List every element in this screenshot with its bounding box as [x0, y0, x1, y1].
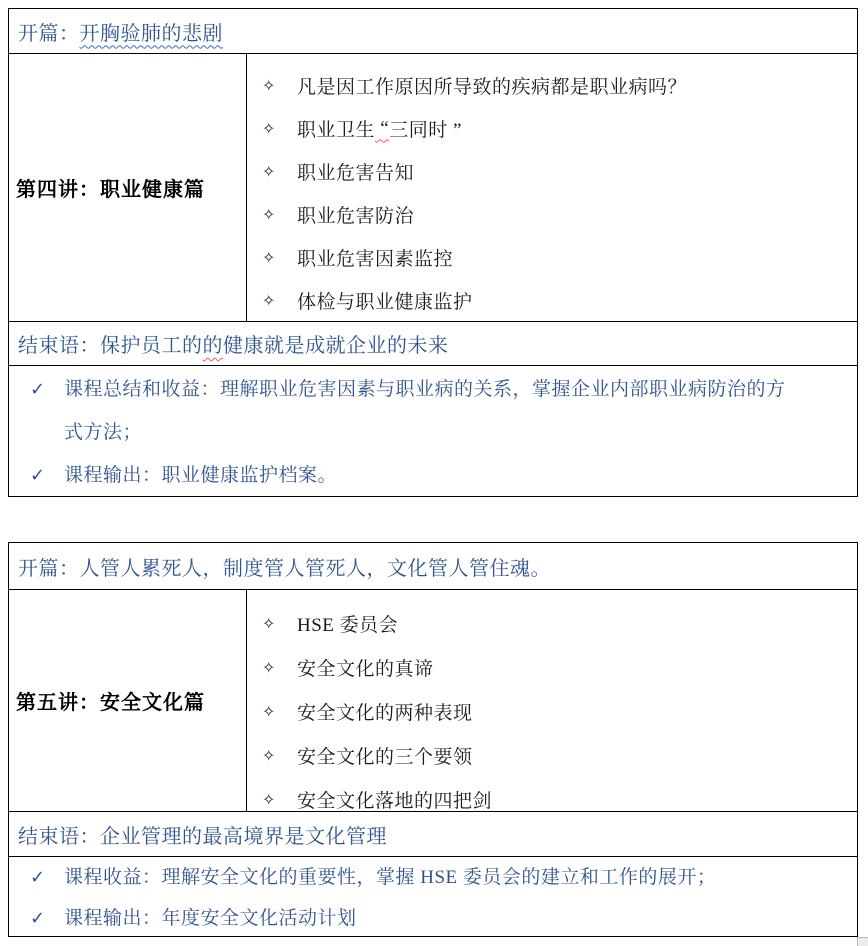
course-table-lecture-4	[8, 8, 858, 497]
diamond-bullet-icon: ✧	[262, 248, 276, 267]
topic-item	[247, 645, 857, 689]
diamond-bullet-icon: ✧	[262, 657, 276, 677]
closing-text-spellcheck: 的	[202, 335, 223, 357]
topic-text: 安全文化落地的四把剑	[297, 790, 493, 812]
closing-text: 结束语：企业管理的最高境界是文化管理	[18, 825, 387, 848]
topic-text: HSE 委员会	[297, 614, 399, 636]
topic-item	[247, 107, 857, 150]
summary-list	[9, 857, 857, 939]
topic-item	[247, 193, 857, 236]
summary-row	[9, 365, 857, 497]
topic-item	[247, 689, 857, 733]
summary-item	[9, 368, 857, 454]
topic-item	[247, 601, 857, 645]
topic-item	[247, 777, 857, 821]
topic-text: 职业危害防治	[297, 206, 415, 227]
closing-text: 结束语：保护员工的	[18, 335, 203, 357]
diamond-bullet-icon: ✧	[262, 205, 276, 224]
topic-list	[247, 54, 857, 321]
scrollbar-corner	[857, 937, 868, 946]
topic-text: 安全文化的三个要领	[297, 746, 473, 768]
summary-text: 课程总结和收益：理解职业危害因素与职业病的关系，掌握企业内部职业病防治的方式方法；	[64, 379, 786, 443]
topic-text: 凡是因工作原因所导致的疾病都是职业病吗？	[297, 77, 688, 98]
check-bullet-icon: ✓	[30, 908, 46, 929]
topic-item	[247, 279, 857, 322]
summary-row	[9, 856, 857, 939]
topic-item	[247, 236, 857, 279]
closing-text: 健康就是成就企业的未来	[223, 335, 449, 357]
summary-item	[9, 898, 857, 939]
diamond-bullet-icon: ✧	[262, 745, 276, 765]
course-table-lecture-5	[8, 542, 858, 937]
topic-text: 职业危害告知	[297, 163, 415, 184]
check-bullet-icon: ✓	[30, 379, 46, 400]
diamond-bullet-icon: ✧	[262, 701, 276, 721]
lecture-title: 第四讲：职业健康篇	[16, 179, 205, 201]
topic-text: 体检与职业健康监护	[297, 292, 473, 313]
topic-text-spellcheck: “	[375, 117, 390, 139]
lecture-body-row	[9, 53, 857, 321]
diamond-bullet-icon: ✧	[262, 119, 276, 138]
lecture-title: 第五讲：安全文化篇	[16, 692, 205, 714]
lecture-body-row	[9, 589, 857, 811]
opening-prefix: 开篇：	[18, 22, 80, 45]
topic-text: 安全文化的两种表现	[297, 702, 473, 724]
topic-text: 职业卫生	[297, 120, 376, 141]
opening-line	[9, 9, 857, 53]
topic-text: 三同时 ”	[389, 120, 462, 141]
topic-item	[247, 150, 857, 193]
summary-item	[9, 454, 857, 497]
check-bullet-icon: ✓	[30, 465, 46, 486]
opening-line	[9, 543, 857, 589]
opening-prefix: 开篇：人管人累死人，制度管人管死人，文化管人管住魂。	[18, 557, 551, 580]
topic-text: 职业危害因素监控	[297, 249, 454, 270]
diamond-bullet-icon: ✧	[262, 789, 276, 809]
summary-text: 课程输出：年度安全文化活动计划	[64, 908, 357, 929]
lecture-title-cell	[9, 590, 247, 811]
summary-item	[9, 857, 857, 898]
opening-highlight-spellcheck: 开胸验肺的悲剧	[79, 22, 223, 45]
diamond-bullet-icon: ✧	[262, 291, 276, 310]
check-bullet-icon: ✓	[30, 867, 46, 888]
topic-text: 安全文化的真谛	[297, 658, 434, 680]
summary-text: 课程收益：理解安全文化的重要性，掌握 HSE 委员会的建立和工作的展开；	[64, 867, 717, 888]
summary-list	[9, 368, 857, 497]
topic-item	[247, 733, 857, 777]
summary-text: 课程输出：职业健康监护档案。	[64, 465, 338, 486]
closing-line	[9, 321, 857, 365]
diamond-bullet-icon: ✧	[262, 76, 276, 95]
topic-list	[247, 590, 857, 811]
diamond-bullet-icon: ✧	[262, 162, 276, 181]
topic-item	[247, 64, 857, 107]
diamond-bullet-icon: ✧	[262, 613, 276, 633]
lecture-title-cell	[9, 54, 247, 321]
